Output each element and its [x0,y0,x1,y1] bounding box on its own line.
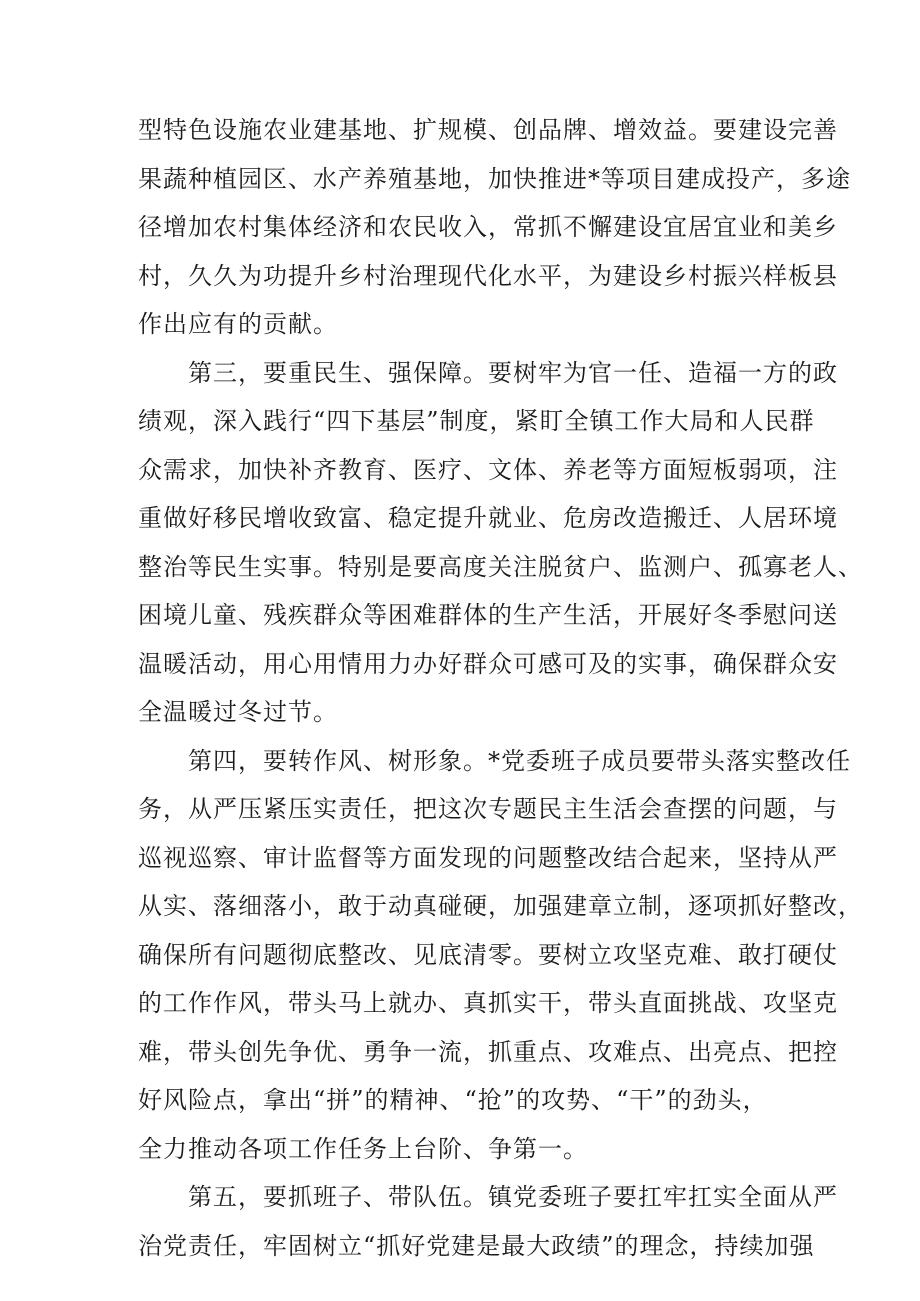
text-line: 好风险点，拿出“拼”的精神、“抢”的攻势、“干”的劲头， [138,1086,768,1114]
text-line: 型特色设施农业建基地、扩规模、创品牌、增效益。要建设完善 [138,116,838,144]
text-line: 治党责任，牢固树立“抓好党建是最大政绩”的理念，持续加强 [138,1231,815,1260]
text-line: 的工作作风，带头马上就办、真抓实干，带头直面挑战、攻坚克 [138,989,838,1017]
text-line: 果蔬种植园区、水产养殖基地，加快推进*等项目建成投产，多途 [138,164,851,193]
text-line: 众需求，加快补齐教育、医疗、文体、养老等方面短板弱项，注 [138,455,838,484]
text-line: 重做好移民增收致富、稳定提升就业、危房改造搬迁、人居环境 [138,504,838,532]
text-line: 确保所有问题彻底整改、见底清零。要树立攻坚克难、敢打硬仗 [138,940,838,969]
text-line: 困境儿童、残疾群众等困难群体的生产生活，开展好冬季慰问送 [138,601,838,629]
text-line: 全温暖过冬过节。 [138,698,338,726]
text-line: 务，从严压紧压实责任，把这次专题民主生活会查摆的问题，与 [138,795,838,823]
paragraph-first-line: 第五，要抓班子、带队伍。镇党委班子要扛牢扛实全面从严 [188,1183,838,1211]
text-line: 温暖活动，用心用情用力办好群众可感可及的实事，确保群众安 [138,649,838,678]
text-line: 全力推动各项工作任务上台阶、争第一。 [138,1134,588,1163]
text-line: 作出应有的贡献。 [138,310,338,338]
text-line: 整治等民生实事。特别是要高度关注脱贫户、监测户、孤寡老人、 [138,552,863,581]
text-line: 径增加农村集体经济和农民收入，常抓不懈建设宜居宜业和美乡 [138,213,838,241]
text-line: 难，带头创先争优、勇争一流，抓重点、攻难点、出亮点、把控 [138,1037,838,1066]
text-line: 巡视巡察、审计监督等方面发现的问题整改结合起来，坚持从严 [138,843,838,872]
paragraph-first-line: 第三，要重民生、强保障。要树牢为官一任、造福一方的政 [188,358,838,387]
text-line: 村，久久为功提升乡村治理现代化水平，为建设乡村振兴样板县 [138,261,838,290]
text-line: 从实、落细落小，敢于动真碰硬，加强建章立制，逐项抓好整改， [138,892,863,920]
body-text [138,106,863,1270]
paragraph-first-line: 第四，要转作风、树形象。*党委班子成员要带头落实整改任 [188,746,851,775]
text-line: 绩观，深入践行“四下基层”制度，紧盯全镇工作大局和人民群 [138,407,815,435]
